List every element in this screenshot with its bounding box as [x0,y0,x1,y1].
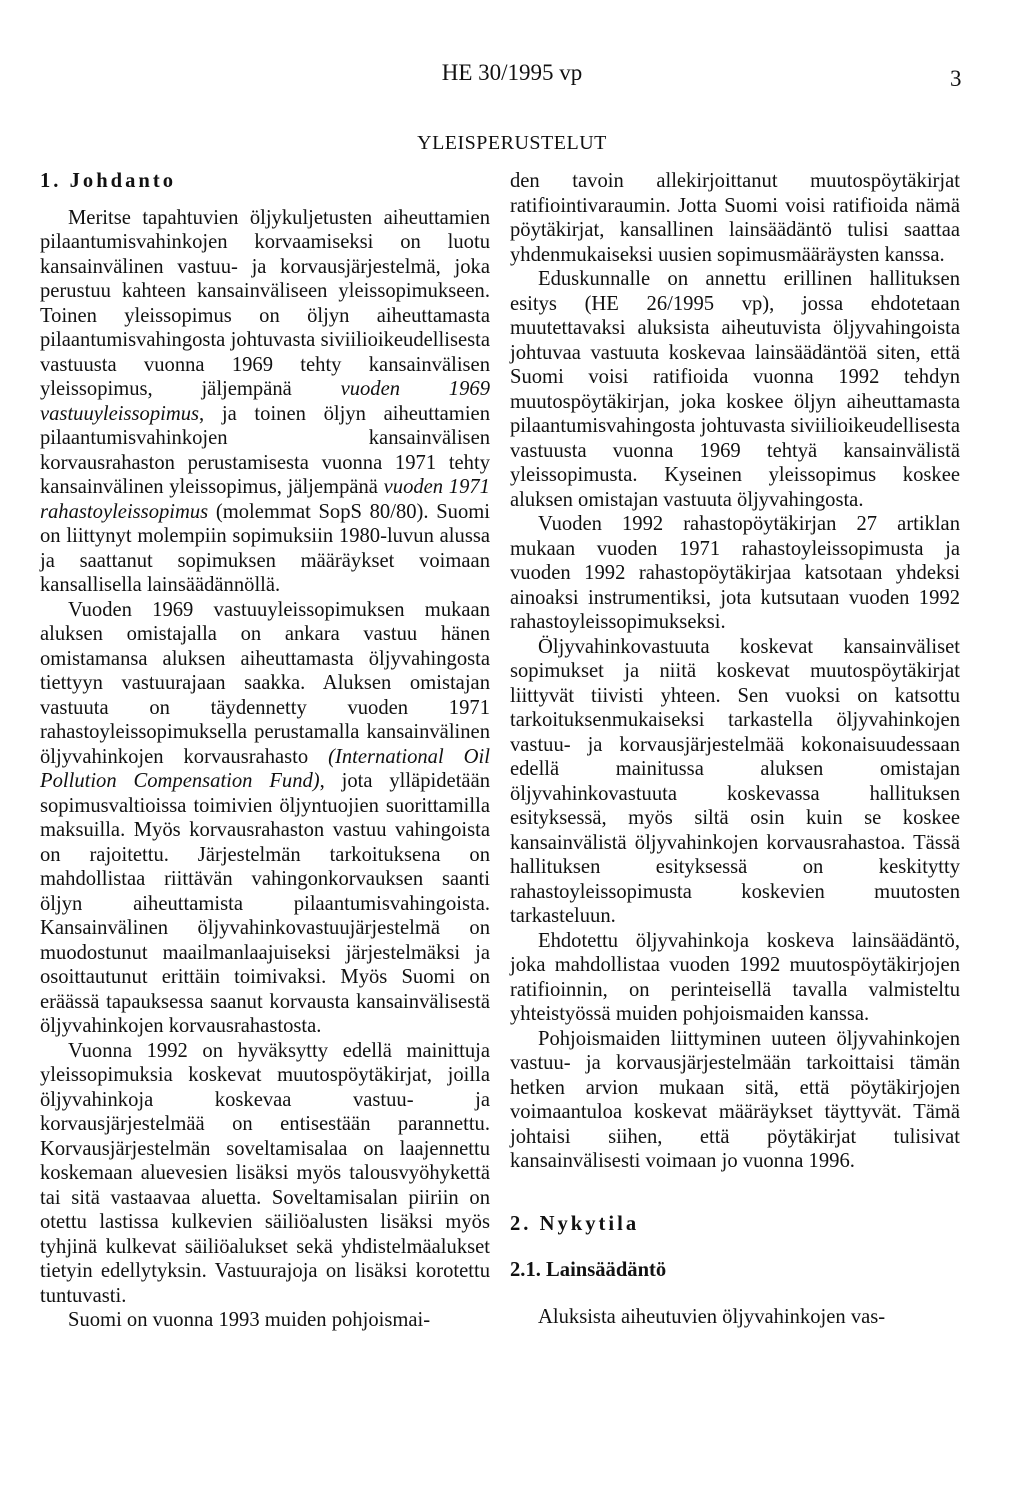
paragraph-text: Meritse tapahtuvien öljykuljetusten aiheuttamien pilaantumisvahinkojen korvaamiseksi on luotu kansainvälinen vastuu- ja korvausjärjestelmä, joka perustuu kahteen kansainväliseen yleissopimukseen. Toinen yleissopimus on öljyn aiheuttamasta pilaantumisvahingosta johtuvasta siviilioikeudellisesta vastuusta vuonna 1969 tehty kansainvälisen yleissopimus, jäljempänä [40,206,490,400]
paragraph: Suomi on vuonna 1993 muiden pohjoismai- [68,1309,431,1331]
right-column [510,169,960,1329]
paragraph [40,598,490,1039]
paragraph-text: , ja toinen öljyn aiheuttamien pilaantumisvahinkojen kansainvälisen korvausrahaston perustamisesta vuonna 1971 tehty kansainvälinen yleissopimus, jäljempänä [40,402,490,498]
paragraph-text: Vuoden 1969 vastuuyleissopimuksen mukaan aluksen omistajalla on ankara vastuu hänen omistamansa aluksen aiheuttamasta öljyvahingosta tiettyyn vastuurajaan saakka. Aluksen omistajan vastuuta on täydennetty vuoden 1971 rahastoyleissopimuksella perustamalla kansainvälinen öljyvahinkojen korvausrahasto [40,598,490,768]
italic-term: (International Oil Pollution Compensation Fund) [40,745,490,792]
italic-term: vuoden 1971 rahastoyleissopimus [40,476,490,523]
paragraph-text: , jota ylläpidetään sopimusvaltioissa toimivien öljyntuojien suorittamilla maksuilla. Myös korvausrahaston vastuu vahingoista on rajoitettu. Järjestelmän tarkoituksena on mahdollistaa riittävän vahingonkorvauksen saanti öljyn aiheuttamista pilaantumisvahingoista. Kansainvälinen öljyvahinkovastuujärjestelmä on muodostunut maailmanlaajuiseksi järjestelmäksi ja osoittautunut erittäin toimivaksi. Myös Suomi on eräässä tapauksessa saanut korvausta kansainvälisestä öljyvahinkojen korvausrahastosta. [40,770,491,1037]
left-column [40,169,490,1333]
paragraph: Aluksista aiheutuvien öljyvahinkojen vas- [538,1305,886,1328]
paragraph: Pohjoismaiden liittyminen uuteen öljyvahinkojen vastuu- ja korvausjärjestelmään tarkoittaisi tämän hetken arvion mukaan sitä, että pöytäkirjojen voimaantuloa koskevat määräykset täyttyvät. Tämä johtaisi siihen, että pöytäkirjat tulisivat kansainvälisesti voimaan jo vuonna 1996. [510,1027,960,1172]
heading-nykytila: 2. Nykytila [510,1212,640,1235]
paragraph [40,206,490,598]
italic-term: vuoden 1969 vastuuyleissopimus [40,378,490,425]
page-number: 3 [950,66,962,91]
running-head: HE 30/1995 vp [441,60,583,85]
paragraph: Eduskunnalle on annettu erillinen hallituksen esitys (HE 26/1995 vp), jossa ehdotetaan muutettavaksi aluksista aiheutuvista öljyvahingoista johtuvaa vastuuta koskevaa lainsäädäntöä siten, että Suomi voisi ratifioida vuonna 1992 tehdyn muutospöytäkirjan, joka koskee öljyn aiheuttamasta pilaantumisvahingosta johtuvasta siviilioikeudellisesta vastuusta vuonna 1969 tehtyä kansainvälistä yleissopimusta. Kyseinen yleissopimus koskee aluksen omistajan vastuuta öljyvahingosta. [510,268,960,511]
paragraph: Ehdotettu öljyvahinkoja koskeva lainsäädäntö, joka mahdollistaa vuoden 1992 muutospöytäkirjojen ratifioinnin, on perinteisellä tavalla valmisteltu yhteistyössä muiden pohjoismaiden kanssa. [510,929,960,1025]
heading-lainsaadanto: 2.1. Lainsäädäntö [510,1259,667,1281]
paragraph-text: (molemmat SopS 80/80). Suomi on liittynyt molempiin sopimuksiin 1980-luvun alussa ja saattanut sopimuksen määräykset voimaan kansallisella lainsäädännöllä. [40,500,490,596]
paragraph: Vuoden 1992 rahastopöytäkirjan 27 artiklan mukaan vuoden 1971 rahastoyleissopimusta ja vuoden 1992 rahastopöytäkirjaa katsotaan yhdeksi ainoaksi instrumentiksi, jota kutsutaan vuoden 1992 rahastoyleissopimukseksi. [510,513,960,633]
heading-johdanto: 1. Johdanto [40,170,176,192]
paragraph: den tavoin allekirjoittanut muutospöytäkirjat ratifiointivaraumin. Jotta Suomi voisi ratifioida nämä pöytäkirjat, kansallinen lainsäädäntö tulisi saattaa yhdenmukaiseksi uusien sopimusmääräysten kanssa. [510,170,960,266]
paragraph: Öljyvahinkovastuuta koskevat kansainväliset sopimukset ja niitä koskevat muutospöytäkirjat liittyvät tiivisti yhteen. Sen vuoksi on katsottu tarkoituksenmukaiseksi tarkastella öljyvahinkojen vastuu- ja korvausjärjestelmää kokonaisuudessaan edellä mainitussa aluksen omistajan öljyvahinkovastuuta koskevassa hallituksen esityksessä, myös siltä osin kuin se koskee kansainvälistä öljyvahinkojen korvausrahastoa. Tässä hallituksen esityksessä on keskitytty rahastoyleissopimusta koskevien muutosten tarkasteluun. [510,635,960,927]
section-title: YLEISPERUSTELUT [417,132,607,154]
paragraph: Vuonna 1992 on hyväksytty edellä mainittuja yleissopimuksia koskevat muutospöytäkirjat, joilla öljyvahinkoja koskevaa vastuu- ja korvausjärjestelmää on entisestään parannettu. Korvausjärjestelmän soveltamisalaa on laajennettu koskemaan aluevesien lisäksi myös talousvyöhykettä tai sitä vastaavaa aluetta. Soveltamisalan piiriin on otettu lastissa kulkevien säiliöalusten lisäksi myös tyhjinä kulkevat säiliöalukset sekä yhdistelmäalukset tietyin edellytyksin. Vastuurajoja on lisäksi korotettu tuntuvasti. [40,1039,490,1307]
